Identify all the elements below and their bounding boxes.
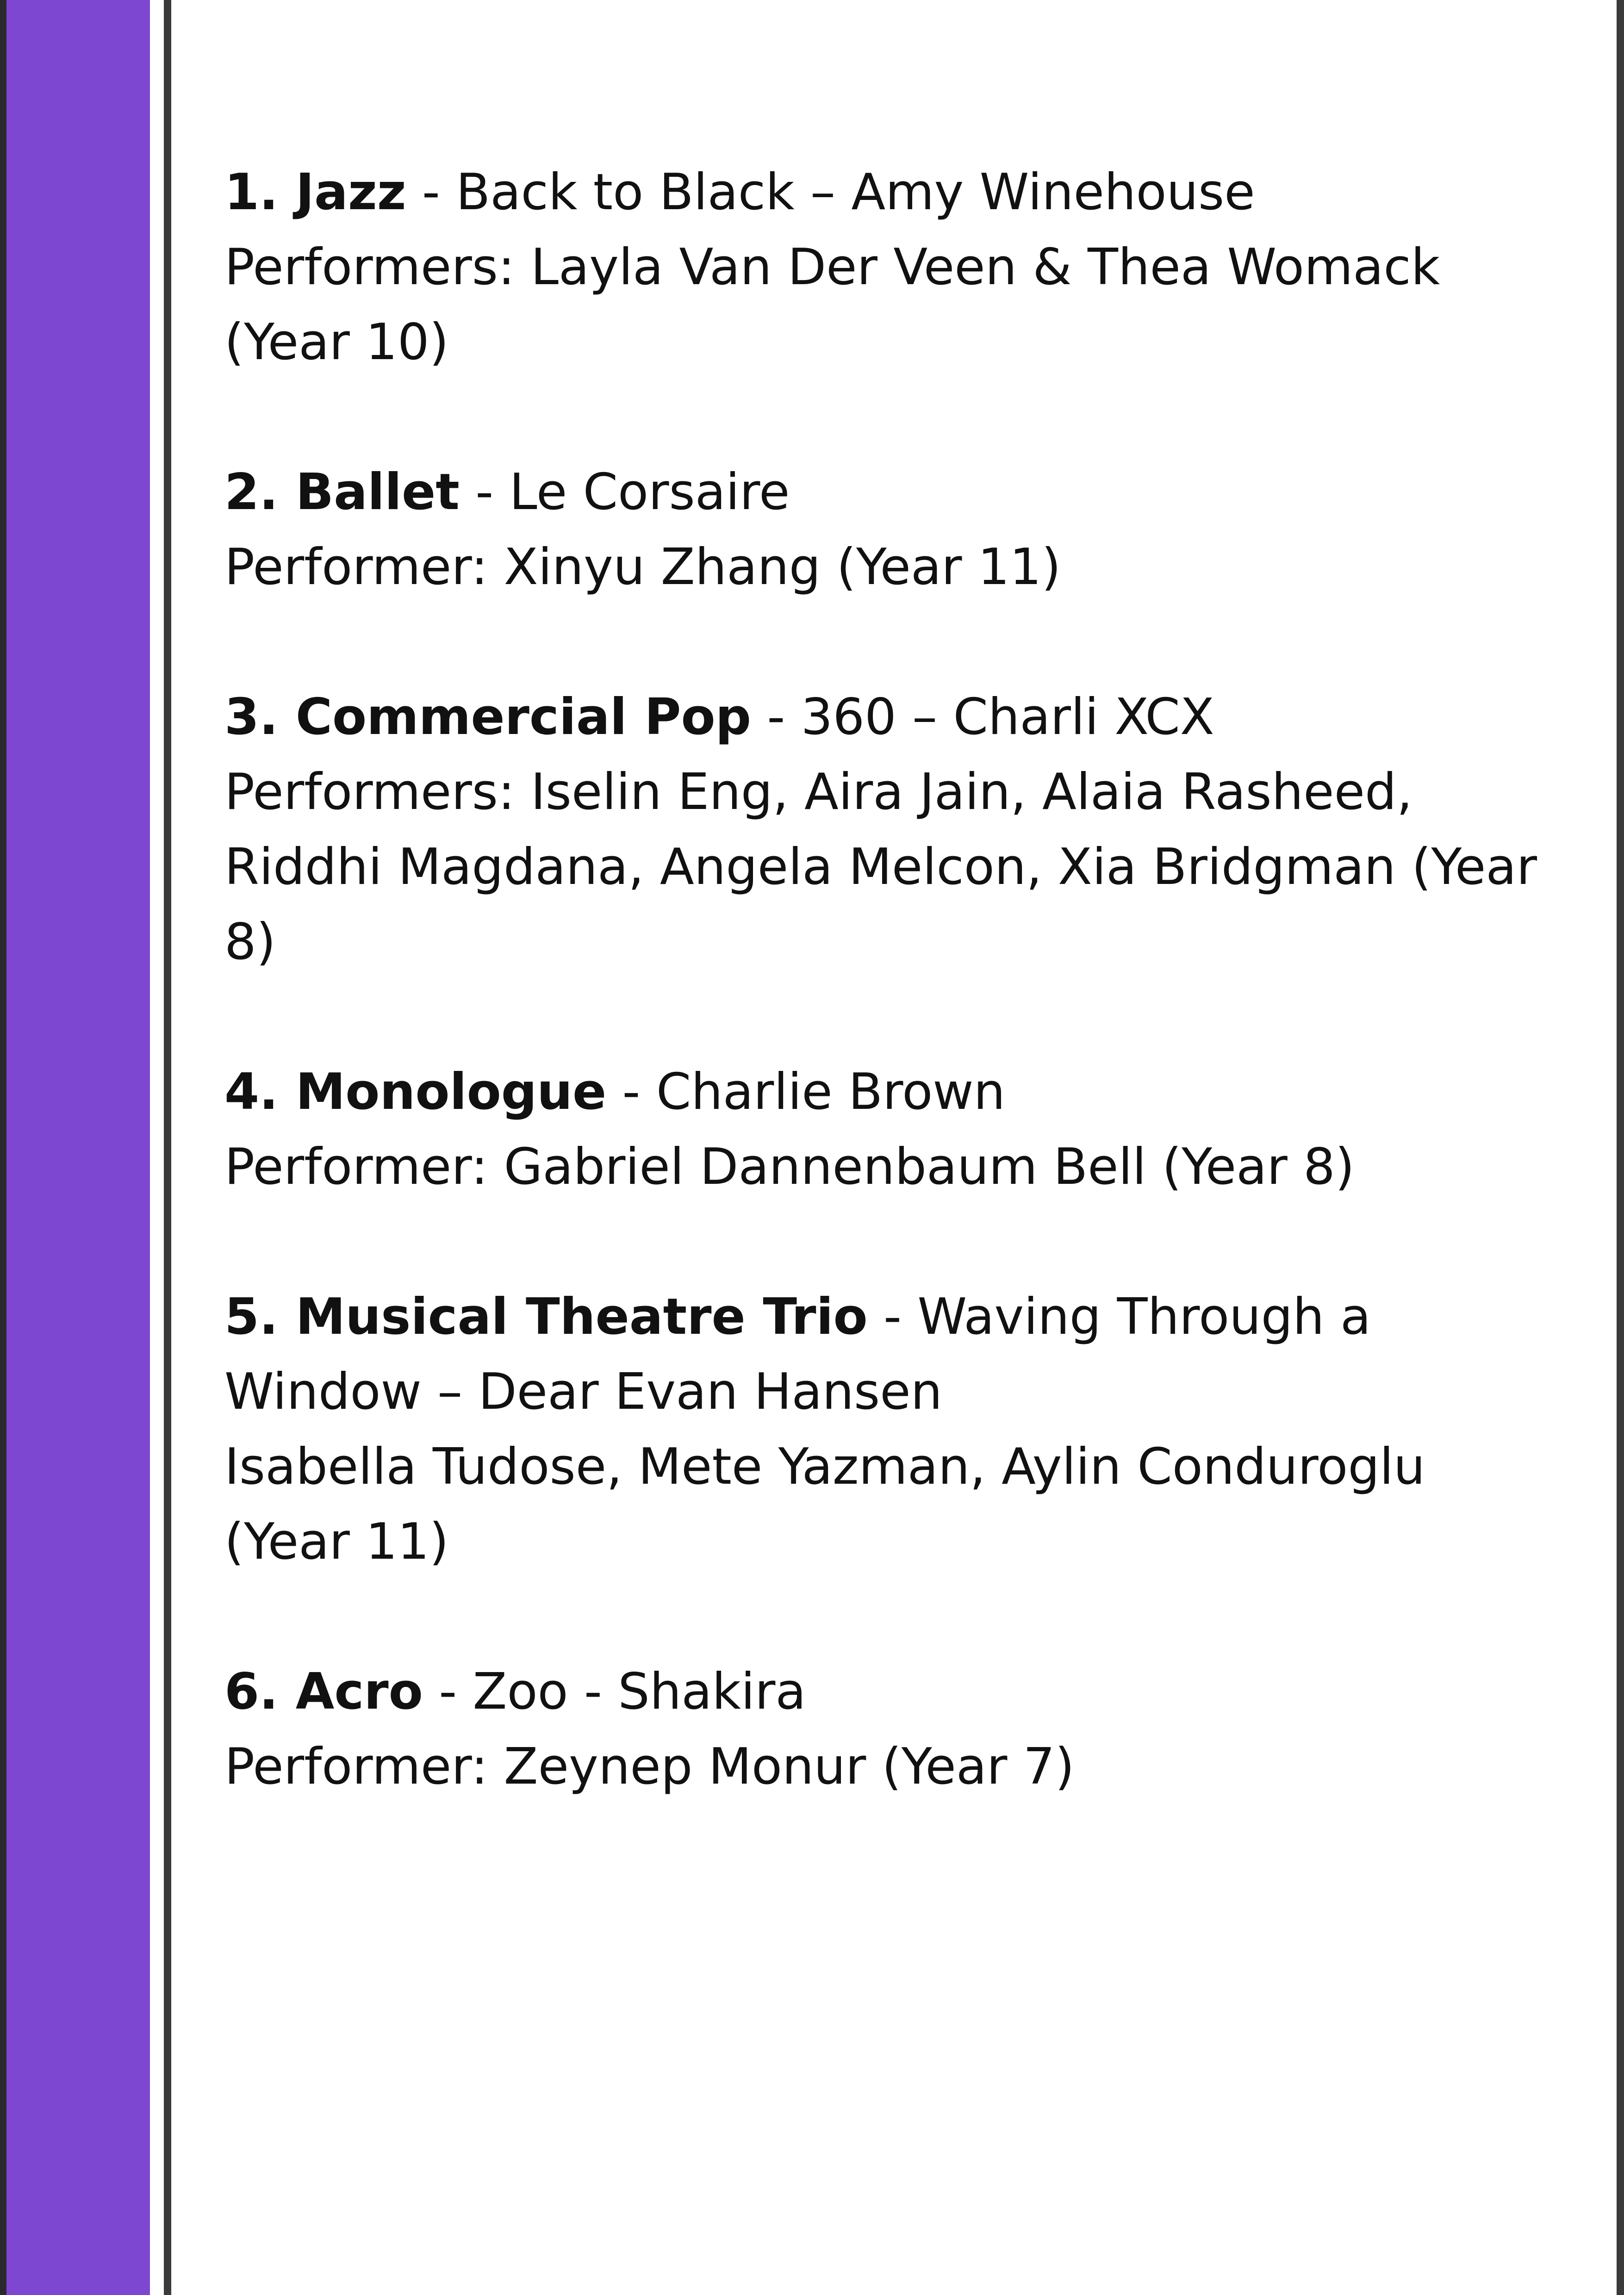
entry-piece: - Zoo - Shakira <box>423 1663 806 1721</box>
entry-title <box>224 463 460 521</box>
entry-heading <box>224 1280 1548 1430</box>
entry-performers: Performer: Zeynep Monur (Year 7) <box>224 1738 1075 1796</box>
band-gap <box>150 0 164 2295</box>
entry-piece: - Le Corsaire <box>459 463 790 521</box>
program-entry-commercial-pop <box>224 680 1548 980</box>
entry-style: Ballet <box>295 463 460 521</box>
left-border-rule <box>164 0 171 2295</box>
entry-number: 2. <box>224 463 279 521</box>
entry-style: Acro <box>295 1663 423 1721</box>
entry-performers: Performer: Xinyu Zhang (Year 11) <box>224 538 1061 596</box>
entry-number: 6. <box>224 1663 279 1721</box>
entry-number: 4. <box>224 1063 279 1121</box>
entry-style: Musical Theatre Trio <box>295 1288 868 1346</box>
entry-title <box>224 1063 606 1121</box>
entry-heading <box>224 455 1548 530</box>
entry-style: Monologue <box>295 1063 607 1121</box>
program-entry-monologue <box>224 1055 1548 1205</box>
right-border-rule <box>1617 0 1624 2295</box>
entry-heading <box>224 680 1548 755</box>
entry-performers: Isabella Tudose, Mete Yazman, Aylin Conduroglu (Year 11) <box>224 1438 1425 1571</box>
entry-piece: - Charlie Brown <box>606 1063 1006 1121</box>
entry-heading <box>224 1654 1548 1729</box>
program-entry-ballet <box>224 455 1548 605</box>
entry-title <box>224 163 406 221</box>
entry-heading <box>224 155 1548 230</box>
program-entry-jazz <box>224 155 1548 380</box>
entry-performers: Performers: Iselin Eng, Aira Jain, Alaia Rasheed, Riddhi Magdana, Angela Melcon, Xia Bridgman (Year 8) <box>224 763 1537 971</box>
entry-number: 1. <box>224 163 279 221</box>
entry-piece: - Waving Through a Window – Dear Evan Hansen <box>224 1288 1371 1421</box>
program-list <box>224 155 1548 1879</box>
entry-style: Jazz <box>295 163 406 221</box>
entry-performers: Performers: Layla Van Der Veen & Thea Womack (Year 10) <box>224 238 1440 371</box>
entry-piece: - 360 – Charli XCX <box>751 688 1214 746</box>
entry-title <box>224 1663 423 1721</box>
program-entry-musical-theatre-trio <box>224 1280 1548 1580</box>
entry-performers: Performer: Gabriel Dannenbaum Bell (Year 8) <box>224 1138 1355 1196</box>
entry-number: 3. <box>224 688 279 746</box>
entry-title <box>224 688 751 746</box>
purple-side-band <box>6 0 150 2295</box>
entry-piece: - Back to Black – Amy Winehouse <box>406 163 1255 221</box>
entry-heading <box>224 1055 1548 1130</box>
entry-title <box>224 1288 868 1346</box>
program-entry-acro <box>224 1654 1548 1804</box>
left-dark-edge <box>0 0 6 2295</box>
entry-number: 5. <box>224 1288 279 1346</box>
entry-style: Commercial Pop <box>295 688 752 746</box>
